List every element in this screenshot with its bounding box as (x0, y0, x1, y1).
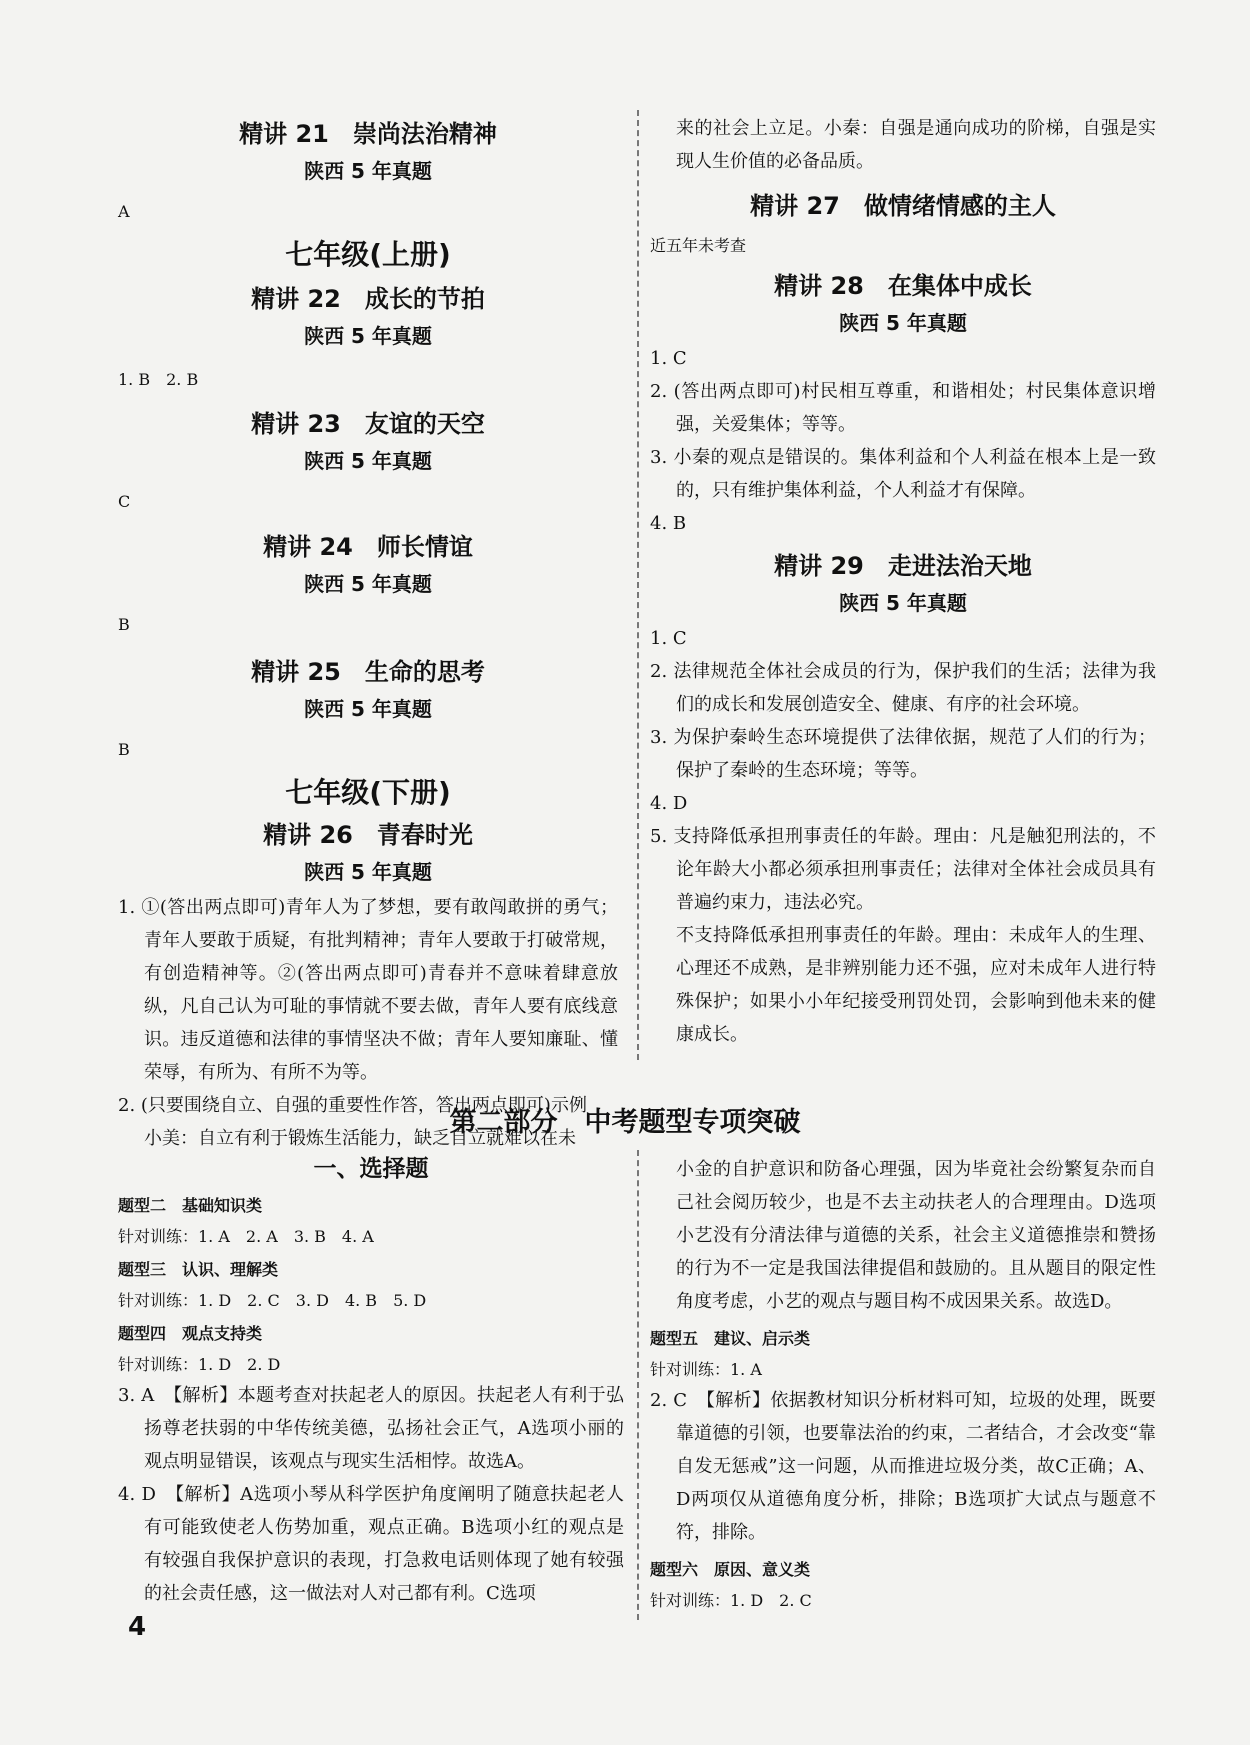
type-4-question-4: 4. D 【解析】A选项小琴从科学医护角度阐明了随意扶起老人有可能致使老人伤势加重，观点正确。B选项小红的观点是有较强自我保护意识的表现，打急救电话则体现了她有较强的社会责任感，这一做法对人对己都有利。C选项 (118, 1484, 624, 1604)
section-29-answer-1: 1. C (650, 628, 687, 649)
type-6-training: 针对训练：1. D 2. C (650, 1591, 812, 1610)
grade-lower-heading: 七年级(下册) (285, 776, 451, 809)
section-26-answer-2: 2. (只要围绕自立、自强的重要性作答，答出两点即可)示例 (118, 1095, 587, 1116)
section-28-answer-2: 2. (答出两点即可)村民相互尊重，和谐相处；村民集体意识增强，关爱集体；等等。 (650, 381, 1156, 435)
type-3-label: 题型三 认识、理解类 (118, 1260, 279, 1279)
section-29-answer-2: 2. 法律规范全体社会成员的行为，保护我们的生活；法律为我们的成长和发展创造安全、健康、有序的社会环境。 (650, 661, 1156, 715)
type-4-question-3: 3. A 【解析】本题考查对扶起老人的原因。扶起老人有利于弘扬尊老扶弱的中华传统美德，弘扬社会正气，A选项小丽的观点明显错误，该观点与现实生活相悖。故选A。 (118, 1385, 624, 1472)
section-26-subtitle: 陕西 5 年真题 (304, 860, 432, 884)
type-5-training: 针对训练：1. A (650, 1360, 762, 1379)
type-4-question-4-cont: 小金的自护意识和防备心理强，因为毕竟社会纷繁复杂而自己社会阅历较少，也是不去主动扶老人的合理理由。D选项小艺没有分清法律与道德的关系，社会主义道德推崇和赞扬的行为不一定是我国法律提倡和鼓励的。且从题目的限定性角度考虑，小艺的观点与题目构不成因果关系。故选D。 (676, 1159, 1156, 1312)
section-28-answer-1: 1. C (650, 348, 687, 369)
grade-upper-heading: 七年级(上册) (285, 238, 451, 271)
section-26-answer-2-cont: 小美：自立有利于锻炼生活能力，缺乏自立就难以在未 (144, 1128, 576, 1149)
section-29-title: 精讲 29 走进法治天地 (774, 552, 1032, 580)
part-two-title: 第二部分 中考题型专项突破 (449, 1107, 801, 1138)
type-2-label: 题型二 基础知识类 (118, 1196, 263, 1215)
type-6-label: 题型六 原因、意义类 (650, 1560, 811, 1579)
section-23-subtitle: 陕西 5 年真题 (304, 449, 432, 473)
choice-section-title: 一、选择题 (313, 1156, 429, 1182)
section-22-subtitle: 陕西 5 年真题 (304, 324, 432, 348)
section-22-title: 精讲 22 成长的节拍 (251, 285, 485, 313)
section-26-answer-2-cont2: 来的社会上立足。小秦：自强是通向成功的阶梯，自强是实现人生价值的必备品质。 (676, 118, 1156, 172)
section-22-answer: 1. B 2. B (118, 370, 199, 389)
type-3-training: 针对训练：1. D 2. C 3. D 4. B 5. D (118, 1291, 427, 1310)
type-4-training: 针对训练：1. D 2. D (118, 1355, 281, 1374)
section-23-title: 精讲 23 友谊的天空 (251, 410, 485, 438)
section-28-subtitle: 陕西 5 年真题 (839, 311, 967, 335)
section-28-answer-4: 4. B (650, 513, 687, 534)
left-column-bottom (118, 1150, 624, 1610)
section-29-answer-5: 5. 支持降低承担刑事责任的年龄。理由：凡是触犯刑法的，不论年龄大小都必须承担刑事责任；法律对全体社会成员具有普遍约束力，违法必究。 (650, 826, 1156, 913)
section-28-answer-3: 3. 小秦的观点是错误的。集体利益和个人利益在根本上是一致的，只有维护集体利益，个人利益才有保障。 (650, 447, 1156, 501)
left-column-top (118, 114, 618, 1155)
section-26-title: 精讲 26 青春时光 (263, 821, 473, 849)
section-21-answer: A (118, 202, 130, 221)
section-28-title: 精讲 28 在集体中成长 (774, 272, 1032, 300)
section-24-subtitle: 陕西 5 年真题 (304, 572, 432, 596)
section-29-answer-4: 4. D (650, 793, 688, 814)
section-21-subtitle: 陕西 5 年真题 (304, 159, 432, 183)
section-25-answer: B (118, 740, 130, 759)
section-27-title: 精讲 27 做情绪情感的主人 (750, 192, 1056, 220)
type-2-training: 针对训练：1. A 2. A 3. B 4. A (118, 1227, 374, 1246)
section-29-answer-5b: 不支持降低承担刑事责任的年龄。理由：未成年人的生理、心理还不成熟，是非辨别能力还不强，应对未成年人进行特殊保护；如果小小年纪接受刑罚处罚，会影响到他未来的健康成长。 (676, 925, 1156, 1045)
right-column-top (650, 112, 1156, 1051)
section-25-subtitle: 陕西 5 年真题 (304, 697, 432, 721)
section-24-answer: B (118, 615, 130, 634)
column-divider-bottom (637, 1150, 639, 1620)
section-27-note: 近五年未考查 (650, 236, 747, 255)
right-column-bottom (650, 1153, 1156, 1611)
section-24-title: 精讲 24 师长情谊 (263, 533, 473, 561)
type-5-label: 题型五 建议、启示类 (650, 1329, 811, 1348)
section-21-title: 精讲 21 崇尚法治精神 (239, 120, 497, 148)
section-26-answer-1: 1. ①(答出两点即可)青年人为了梦想，要有敢闯敢拼的勇气；青年人要敢于质疑，有批判精神；青年人要敢于打破常规，有创造精神等。②(答出两点即可)青春并不意味着肆意放纵，凡自己认为可耻的事情就不要去做，青年人要有底线意识。违反道德和法律的事情坚决不做；青年人要知廉耻、懂荣辱，有所为、有所不为等。 (118, 897, 618, 1083)
section-29-answer-3: 3. 为保护秦岭生态环境提供了法律依据，规范了人们的行为；保护了秦岭的生态环境；等等。 (650, 727, 1156, 781)
type-4-label: 题型四 观点支持类 (118, 1324, 263, 1343)
section-29-subtitle: 陕西 5 年真题 (839, 591, 967, 615)
page-number: 4 (128, 1612, 147, 1642)
column-divider-top (637, 110, 639, 1060)
section-23-answer: C (118, 492, 131, 511)
type-5-question-2: 2. C 【解析】依据教材知识分析材料可知，垃圾的处理，既要靠道德的引领，也要靠法治的约束，二者结合，才会改变“靠自发无惩戒”这一问题，从而推进垃圾分类，故C正确；A、D两项仅从道德角度分析，排除；B选项扩大试点与题意不符，排除。 (650, 1390, 1156, 1543)
section-25-title: 精讲 25 生命的思考 (251, 658, 485, 686)
